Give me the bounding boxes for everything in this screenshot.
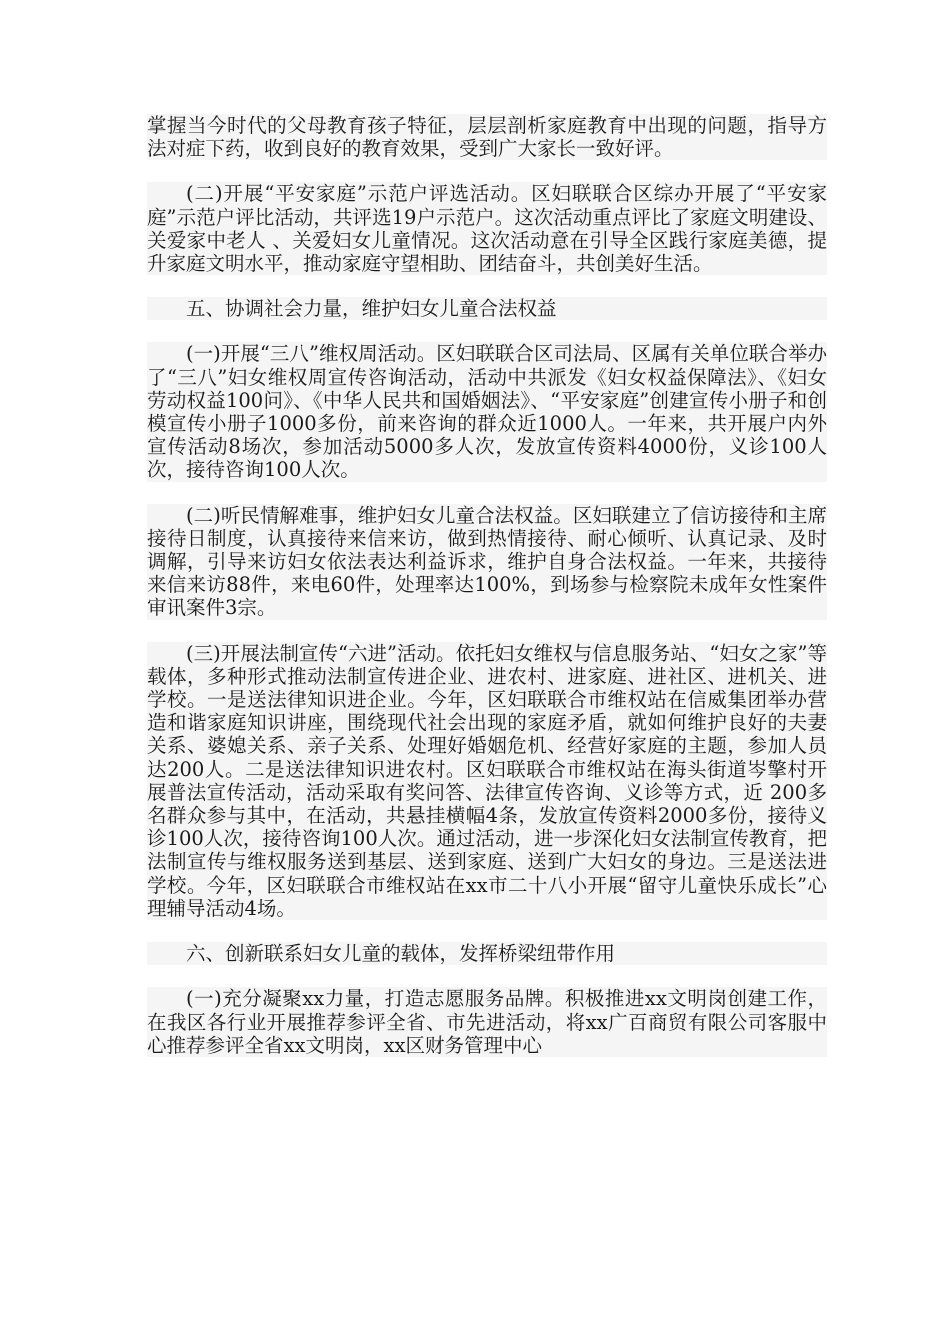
paragraph-family-education-continued: 掌握当今时代的父母教育孩子特征，层层剖析家庭教育中出现的问题，指导方法对症下药，收到良好的教育效果，受到广大家长一致好评。 [147,114,827,161]
paragraph-gap [147,482,827,504]
paragraph-gap [147,965,827,987]
paragraph-volunteer-brand: (一)充分凝聚xx力量，打造志愿服务品牌。积极推进xx文明岗创建工作，在我区各行业开展推荐参评全省、市先进活动，将xx广百商贸有限公司客服中心推荐参评全省xx文明岗，xx区财务管理中心 [147,987,827,1057]
paragraph-gap [147,275,827,297]
section-heading-six: 六、创新联系妇女儿童的载体，发挥桥梁纽带作用 [147,942,827,965]
paragraph-safe-family-selection: (二)开展“平安家庭”示范户评选活动。区妇联联合区综办开展了“平安家庭”示范户评比活动，共评选19户示范户。这次活动重点评比了家庭文明建设、关爱家中老人 、关爱妇女儿童情况。这次活动意在引导全区践行家庭美德，提升家庭文明水平，推动家庭守望相助、团结奋斗，共创美好生活。 [147,182,827,276]
paragraph-gap [147,160,827,182]
paragraph-gap [147,620,827,642]
paragraph-six-into-legal-campaign: (三)开展法制宣传“六进”活动。依托妇女维权与信息服务站、“妇女之家”等载体，多种形式推动法制宣传进企业、进农村、进家庭、进社区、进机关、进学校。一是送法律知识进企业。今年，区妇联联合市维权站在信威集团举办营造和谐家庭知识讲座，围绕现代社会出现的家庭矛盾，就如何维护良好的夫妻关系、婆媳关系、亲子关系、处理好婚姻危机、经营好家庭的主题，参加人员达200人。二是送法律知识进农村。区妇联联合市维权站在海头街道岑擎村开展普法宣传活动，活动采取有奖问答、法律宣传咨询、义诊等方式，近 200多名群众参与其中，在活动，共悬挂横幅4条，发放宣传资料2000多份，接待义诊100人次，接待咨询100人次。通过活动，进一步深化妇女法制宣传教育，把法制宣传与维权服务送到基层、送到家庭、送到广大妇女的身边。三是送法进学校。今年，区妇联联合市维权站在xx市二十八小开展“留守儿童快乐成长”心理辅导活动4场。 [147,641,827,920]
paragraph-gap [147,920,827,942]
section-heading-five: 五、协调社会力量，维护妇女儿童合法权益 [147,297,827,320]
paragraph-march-eighth-rights-week: (一)开展“三八”维权周活动。区妇联联合区司法局、区属有关单位联合举办了“三八”妇女维权周宣传咨询活动，活动中共派发《妇女权益保障法》、《妇女劳动权益100问》、《中华人民共和国婚姻法》、“平安家庭”创建宣传小册子和创模宣传小册子1000多份，前来咨询的群众近1000人。一年来，共开展户内外宣传活动8场次，参加活动5000多人次，发放宣传资料4000份，义诊100人次，接待咨询100人次。 [147,342,827,482]
paragraph-petition-reception: (二)听民情解难事，维护妇女儿童合法权益。区妇联建立了信访接待和主席接待日制度，认真接待来信来访，做到热情接待、耐心倾听、认真记录、及时调解，引导来访妇女依法表达利益诉求，维护自身合法权益。一年来，共接待来信来访88件，来电60件，处理率达100%，到场参与检察院未成年女性案件审讯案件3宗。 [147,503,827,620]
document-body [147,114,827,1057]
paragraph-gap [147,320,827,342]
